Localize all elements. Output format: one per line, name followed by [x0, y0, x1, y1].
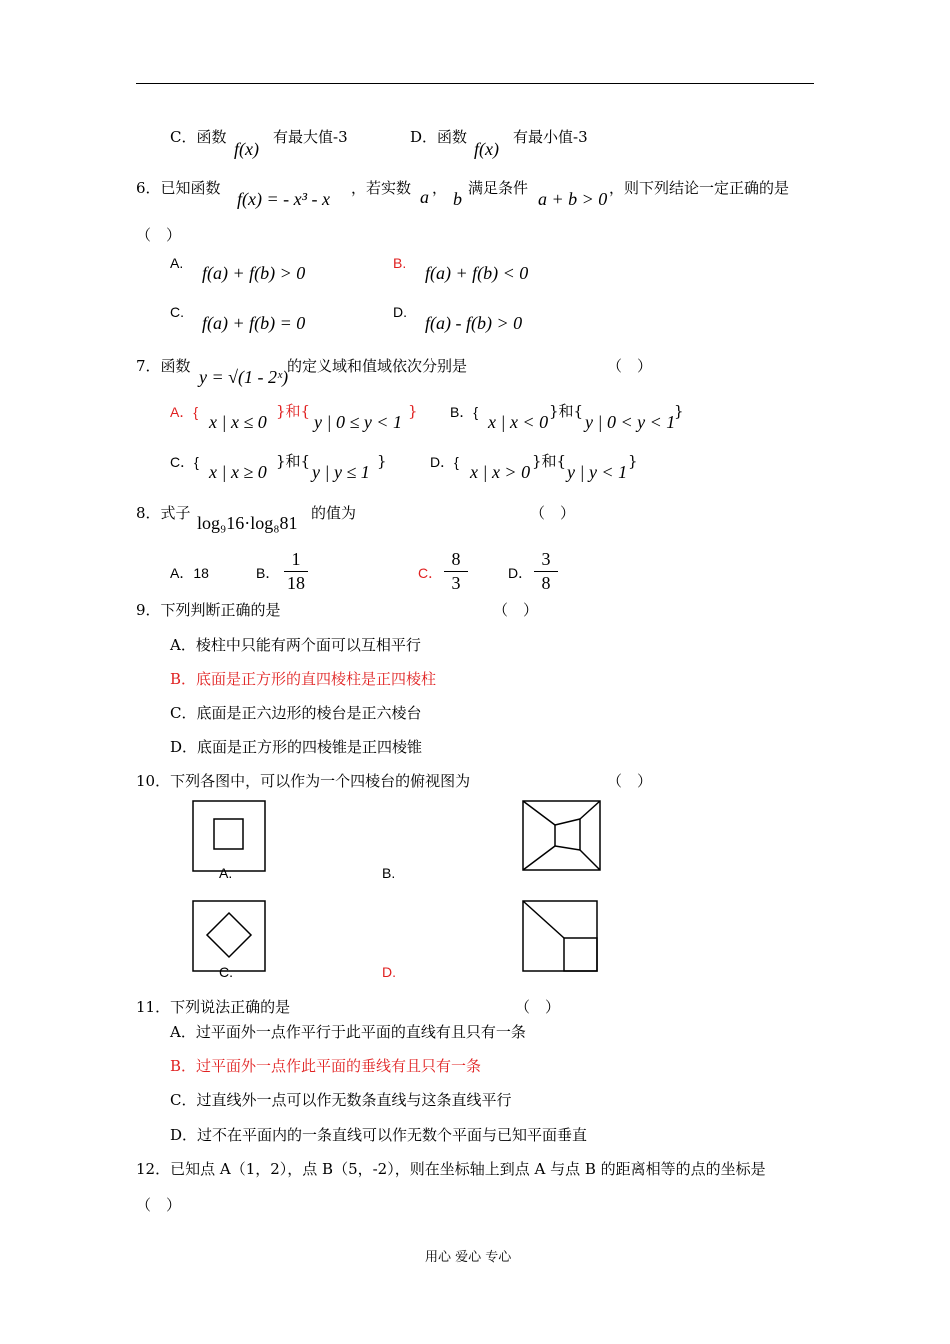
q10-label-d: D.: [382, 964, 396, 980]
q7-option-a-set2: y | 0 ≤ y < 1: [314, 412, 402, 432]
q8-option-b-label: B．: [256, 565, 280, 581]
q8-option-b-numerator: 1: [291, 549, 301, 569]
q6-option-a-label: A.: [170, 255, 184, 271]
q8-option-d-numerator: 3: [541, 549, 551, 569]
q6-option-d: f(a) - f(b) > 0: [425, 313, 523, 333]
q10-label-a: A.: [219, 865, 233, 881]
q10-figure-c: [192, 900, 267, 972]
q6-paren: （ ）: [136, 226, 182, 244]
option-c-text: 有最大值-3: [273, 128, 348, 146]
q8-option-d-denominator: 8: [541, 573, 551, 593]
q8-option-d-label: D．: [508, 565, 533, 581]
q8-paren: （ ）: [530, 504, 576, 522]
q11-paren: （ ）: [515, 998, 561, 1016]
q11-option-b: B．过平面外一点作此平面的垂线有且只有一条: [170, 1057, 482, 1075]
q7-option-b-set2: y | 0 < y < 1: [585, 412, 676, 432]
q7-option-d-set1: x | x > 0: [470, 462, 531, 482]
option-c-label: C．函数: [170, 128, 227, 146]
q8-option-d-fraction: [534, 549, 558, 593]
q6-comma: ，: [432, 179, 448, 197]
q7-paren: （ ）: [607, 357, 653, 375]
q8-option-c-fraction: [444, 549, 468, 593]
q11-option-a: A．过平面外一点作平行于此平面的直线有且只有一条: [170, 1023, 526, 1041]
q6-text-1: ，若实数: [351, 179, 412, 197]
q8-option-b-denominator: 18: [287, 573, 305, 593]
q7-number: 7．函数: [136, 357, 191, 375]
q12-stem: 12．已知点 A（1，2），点 B（5，-2），则在坐标轴上到点 A 与点 B 的距离相等的点的坐标是: [136, 1160, 766, 1178]
q7-option-a-set1: x | x ≤ 0: [209, 412, 267, 432]
q8-option-b-fraction: [284, 549, 308, 593]
q6-option-a: f(a) + f(b) > 0: [202, 263, 306, 283]
q6-option-b: f(a) + f(b) < 0: [425, 263, 529, 283]
option-d-text: 有最小值-3: [513, 128, 588, 146]
q10-stem: 10．下列各图中，可以作为一个四棱台的俯视图为: [136, 772, 471, 790]
q7-option-a-end: }: [408, 402, 418, 420]
q6-option-b-label: B.: [393, 255, 407, 271]
q7-option-c-set1: x | x ≥ 0: [209, 462, 267, 482]
q6-condition: a + b > 0: [538, 189, 608, 209]
q7-option-b-end: }: [674, 402, 684, 420]
q10-figure-b: [522, 800, 602, 872]
q9-stem: 9．下列判断正确的是: [136, 601, 281, 619]
option-c-math: f(x): [234, 139, 259, 159]
q7-option-d-mid: }和{: [532, 452, 567, 470]
q10-paren: （ ）: [607, 772, 653, 790]
q10-figure-a: [192, 800, 267, 872]
q9-paren: （ ）: [493, 601, 539, 619]
q11-stem: 11．下列说法正确的是: [136, 998, 291, 1016]
header-rule: [136, 83, 814, 84]
q8-expression: log₉16·log₈81: [197, 513, 298, 533]
q11-option-d: D．过不在平面内的一条直线可以作无数个平面与已知平面垂直: [170, 1126, 588, 1144]
q8-text: 的值为: [311, 504, 357, 522]
q10-label-b: B.: [382, 865, 396, 881]
q9-option-c: C．底面是正六边形的棱台是正六棱台: [170, 704, 422, 722]
q10-label-c: C.: [219, 964, 233, 980]
q9-option-a: A．棱柱中只能有两个面可以互相平行: [170, 636, 421, 654]
q6-function: f(x) = - x³ - x: [237, 189, 330, 209]
q8-option-c-label: C．: [418, 565, 443, 581]
q6-var-b: b: [453, 189, 462, 209]
q7-option-a-mid: }和{: [276, 402, 311, 420]
q6-text-2: 满足条件: [468, 179, 529, 197]
q7-option-a-label: A．{: [170, 404, 199, 420]
q7-option-b-mid: }和{: [549, 402, 584, 420]
q7-option-d-end: }: [628, 452, 638, 470]
q7-option-d-set2: y | y < 1: [567, 462, 628, 482]
q10-figure-d: [522, 900, 599, 973]
q11-option-c: C．过直线外一点可以作无数条直线与这条直线平行: [170, 1091, 512, 1109]
q8-option-c-denominator: 3: [451, 573, 461, 593]
q7-option-b-label: B．{: [450, 404, 479, 420]
q8-number: 8．式子: [136, 504, 191, 522]
q7-function: y = √(1 - 2ˣ): [199, 367, 289, 387]
q8-option-c-numerator: 8: [451, 549, 461, 569]
page-footer: 用心 爱心 专心: [425, 1250, 512, 1265]
q7-option-c-set2: y | y ≤ 1: [312, 462, 370, 482]
q7-option-b-set1: x | x < 0: [488, 412, 549, 432]
q9-option-b: B．底面是正方形的直四棱柱是正四棱柱: [170, 670, 437, 688]
q12-paren: （ ）: [136, 1196, 182, 1214]
q6-option-c-label: C.: [170, 304, 184, 320]
q6-number: 6．已知函数: [136, 179, 221, 197]
q6-var-a: a: [420, 187, 429, 207]
q7-text: 的定义域和值域依次分别是: [287, 357, 468, 375]
q9-option-d: D．底面是正方形的四棱锥是正四棱锥: [170, 738, 423, 756]
option-d-label: D．函数: [410, 128, 468, 146]
q7-option-c-label: C．{: [170, 454, 199, 470]
q8-option-a: A．18: [170, 565, 209, 581]
q6-text-3: ，则下列结论一定正确的是: [609, 179, 790, 197]
q6-option-c: f(a) + f(b) = 0: [202, 313, 306, 333]
q7-option-c-mid: }和{: [276, 452, 311, 470]
q6-option-d-label: D.: [393, 304, 407, 320]
q7-option-c-end: }: [377, 452, 387, 470]
q7-option-d-label: D．{: [430, 454, 459, 470]
option-d-math: f(x): [474, 139, 499, 159]
